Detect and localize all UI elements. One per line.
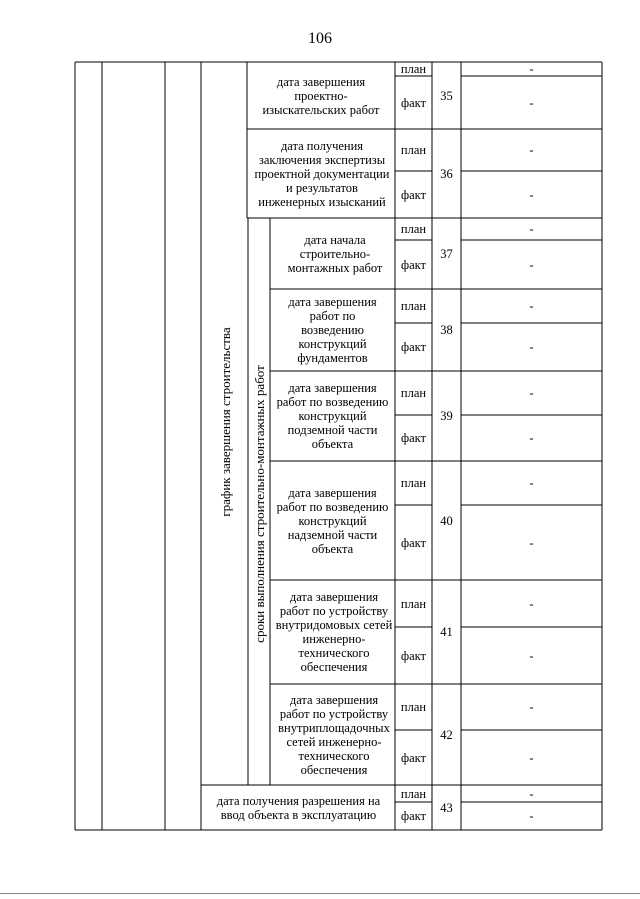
row-number: 38 — [440, 323, 453, 337]
fact-value: - — [529, 809, 534, 823]
fact-value: - — [529, 95, 534, 110]
row-number: 37 — [440, 246, 453, 261]
plan-label: план — [400, 700, 427, 714]
fact-label: факт — [400, 535, 427, 550]
row-label: дата завершения работ по возведению конструкций надземной части объекта — [276, 485, 389, 556]
plan-label: план — [400, 476, 427, 490]
fact-value: - — [529, 750, 534, 765]
plan-label: план — [400, 786, 427, 801]
plan-label: план — [400, 143, 427, 157]
row-label: дата начала строительно-монтажных работ — [287, 232, 383, 275]
plan-value: - — [529, 786, 534, 801]
row-label: дата завершения проектно-изыскательских работ — [262, 74, 380, 117]
plan-value: - — [529, 62, 534, 76]
row-number: 42 — [440, 727, 453, 742]
row-label: дата получения заключения экспертизы проектной документации и результатов инженерных изысканий — [254, 138, 390, 209]
fact-value: - — [529, 340, 534, 354]
vertical-label-works-schedule: сроки выполнения строительно-монтажных работ — [252, 365, 267, 643]
page-bottom-divider — [0, 893, 640, 894]
fact-value: - — [529, 257, 534, 272]
row-label: дата завершения работ по возведению конструкций подземной части объекта — [276, 381, 389, 451]
fact-label: факт — [400, 257, 427, 272]
row-number: 39 — [440, 409, 453, 423]
fact-label: факт — [400, 431, 427, 445]
row-label: дата получения разрешения на ввод объекта в эксплуатацию — [216, 793, 381, 822]
vertical-label-construction-schedule: график завершения строительства — [218, 327, 233, 517]
row-number: 36 — [440, 166, 453, 181]
plan-value: - — [529, 476, 534, 490]
row-number: 43 — [440, 800, 453, 815]
plan-value: - — [529, 700, 534, 714]
fact-label: факт — [400, 750, 427, 765]
page-number: 106 — [308, 30, 332, 47]
plan-label: план — [400, 596, 427, 611]
row-number: 35 — [440, 88, 453, 103]
fact-value: - — [529, 535, 534, 550]
fact-label: факт — [400, 648, 427, 663]
row-number: 40 — [440, 513, 453, 528]
plan-label: план — [400, 222, 427, 236]
fact-label: факт — [400, 809, 427, 823]
row-label: дата завершения работ по устройству внутридомовых сетей инженерно-технического обеспечения — [275, 590, 393, 674]
plan-value: - — [529, 143, 534, 157]
fact-value: - — [529, 187, 534, 202]
plan-label: план — [400, 62, 427, 76]
fact-label: факт — [400, 340, 427, 354]
fact-value: - — [529, 431, 534, 445]
plan-value: - — [529, 386, 534, 400]
plan-value: - — [529, 222, 534, 236]
plan-label: план — [400, 299, 427, 313]
plan-label: план — [400, 386, 427, 400]
plan-value: - — [529, 596, 534, 611]
fact-label: факт — [400, 95, 427, 110]
fact-label: факт — [400, 187, 427, 202]
plan-value: - — [529, 299, 534, 313]
row-number: 41 — [440, 625, 453, 639]
row-label: дата завершения работ по устройству внутриплощадочных сетей инженерно-технического обеспечения — [278, 692, 390, 777]
row-label: дата завершения работ по возведению конструкций фундаментов — [288, 295, 377, 365]
fact-value: - — [529, 648, 534, 663]
